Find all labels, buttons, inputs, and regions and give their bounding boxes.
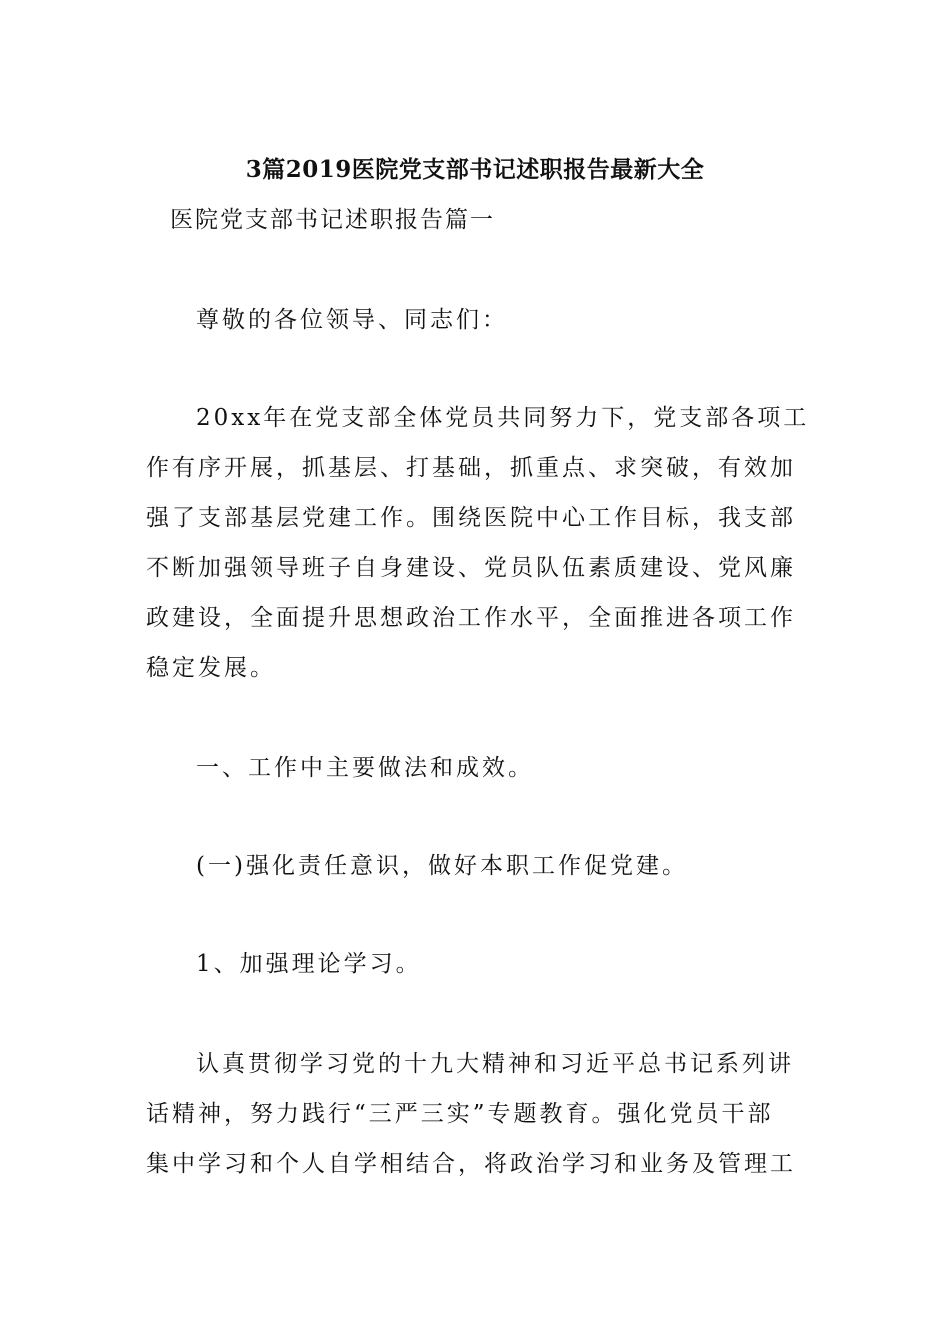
subsection-heading: (一)强化责任意识，做好本职工作促党建。 — [196, 853, 688, 879]
paragraph-line: 集中学习和个人自学相结合，将政治学习和业务及管理工 — [146, 1151, 796, 1177]
paragraph-line: 不断加强领导班子自身建设、党员队伍素质建设、党风廉 — [146, 555, 796, 581]
document-subtitle: 医院党支部书记述职报告篇一 — [170, 207, 495, 233]
paragraph-line: 话精神，努力践行“三严三实”专题教育。强化党员干部 — [146, 1101, 774, 1127]
paragraph-line: 作有序开展，抓基层、打基础，抓重点、求突破，有效加 — [146, 455, 796, 481]
item-heading: 1、加强理论学习。 — [196, 951, 422, 977]
section-heading: 一、工作中主要做法和成效。 — [196, 755, 534, 781]
paragraph-line: 20xx年在党支部全体党员共同努力下，党支部各项工 — [196, 405, 810, 431]
paragraph-line: 稳定发展。 — [146, 655, 276, 681]
paragraph-line: 认真贯彻学习党的十九大精神和习近平总书记系列讲 — [196, 1051, 794, 1077]
document-title: 3篇2019医院党支部书记述职报告最新大全 — [245, 156, 705, 183]
greeting-line: 尊敬的各位领导、同志们： — [196, 307, 508, 333]
paragraph-line: 政建设，全面提升思想政治工作水平，全面推进各项工作 — [146, 605, 796, 631]
paragraph-line: 强了支部基层党建工作。围绕医院中心工作目标，我支部 — [146, 505, 796, 531]
